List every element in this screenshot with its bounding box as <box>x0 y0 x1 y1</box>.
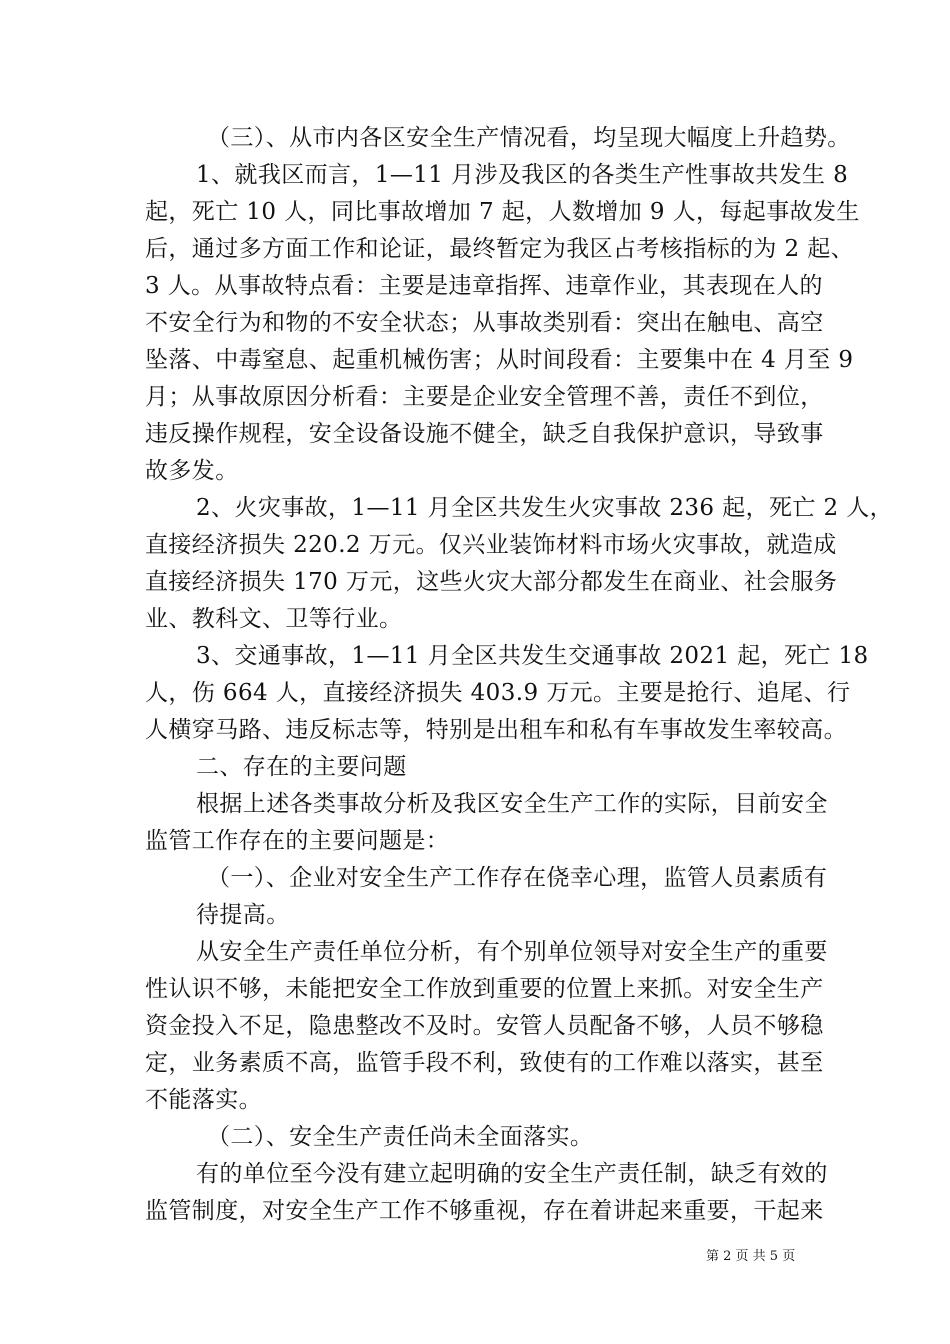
text-line: 定，业务素质不高，监管手段不利，致使有的工作难以落实，甚至 <box>145 1050 824 1076</box>
text-line: 业、教科文、卫等行业。 <box>145 606 403 632</box>
text-line: 从安全生产责任单位分析，有个别单位领导对安全生产的重要 <box>196 939 828 965</box>
text-line: 违反操作规程，安全设备设施不健全，缺乏自我保护意识，导致事 <box>145 421 824 447</box>
text-line: 资金投入不足，隐患整改不及时。安管人员配备不够，人员不够稳 <box>145 1013 824 1039</box>
text-line: 监管工作存在的主要问题是： <box>145 828 450 854</box>
page-number-footer: 第 2 页 共 5 页 <box>706 1249 796 1264</box>
text-line: 监管制度，对安全生产工作不够重视，存在着讲起来重要，干起来 <box>145 1198 824 1224</box>
text-line: 1、就我区而言，1—11 月涉及我区的各类生产性事故共发生 8 <box>196 162 849 188</box>
text-line: 不能落实。 <box>145 1087 262 1113</box>
section-heading: 二、存在的主要问题 <box>196 754 407 780</box>
text-line: 3 人。从事故特点看：主要是违章指挥、违章作业，其表现在人的 <box>145 273 823 299</box>
text-line: 不安全行为和物的不安全状态；从事故类别看：突出在触电、高空 <box>145 310 824 336</box>
text-line: 根据上述各类事故分析及我区安全生产工作的实际，目前安全 <box>196 791 828 817</box>
subsection-heading: （一）、企业对安全生产工作存在侥幸心理，监管人员素质有 <box>207 865 828 891</box>
text-line: 2、火灾事故，1—11 月全区共发生火灾事故 236 起，死亡 2 人， <box>196 495 894 521</box>
text-line: 性认识不够，未能把安全工作放到重要的位置上来抓。对安全生产 <box>145 976 824 1002</box>
text-line: （三）、从市内各区安全生产情况看，均呈现大幅度上升趋势。 <box>207 125 851 151</box>
text-line: 有的单位至今没有建立起明确的安全生产责任制，缺乏有效的 <box>196 1161 828 1187</box>
subsection-heading: 待提高。 <box>196 902 290 928</box>
text-line: 人横穿马路、违反标志等，特别是出租车和私有车事故发生率较高。 <box>145 717 847 743</box>
text-line: 3、交通事故，1—11 月全区共发生交通事故 2021 起，死亡 18 <box>196 643 869 669</box>
text-line: 人，伤 664 人，直接经济损失 403.9 万元。主要是抢行、追尾、行 <box>145 680 851 706</box>
text-line: 直接经济损失 220.2 万元。仅兴业装饰材料市场火灾事故，就造成 <box>145 532 837 558</box>
text-line: 故多发。 <box>145 458 239 484</box>
text-line: 直接经济损失 170 万元，这些火灾大部分都发生在商业、社会服务 <box>145 569 838 595</box>
text-line: 月；从事故原因分析看：主要是企业安全管理不善，责任不到位， <box>145 384 824 410</box>
subsection-heading: （二）、安全生产责任尚未全面落实。 <box>207 1124 594 1150</box>
text-line: 坠落、中毒窒息、起重机械伤害；从时间段看：主要集中在 4 月至 9 <box>145 347 854 373</box>
text-line: 起，死亡 10 人，同比事故增加 7 起，人数增加 9 人，每起事故发生 <box>145 199 860 225</box>
text-line: 后，通过多方面工作和论证，最终暂定为我区占考核指标的为 2 起、 <box>145 236 855 262</box>
